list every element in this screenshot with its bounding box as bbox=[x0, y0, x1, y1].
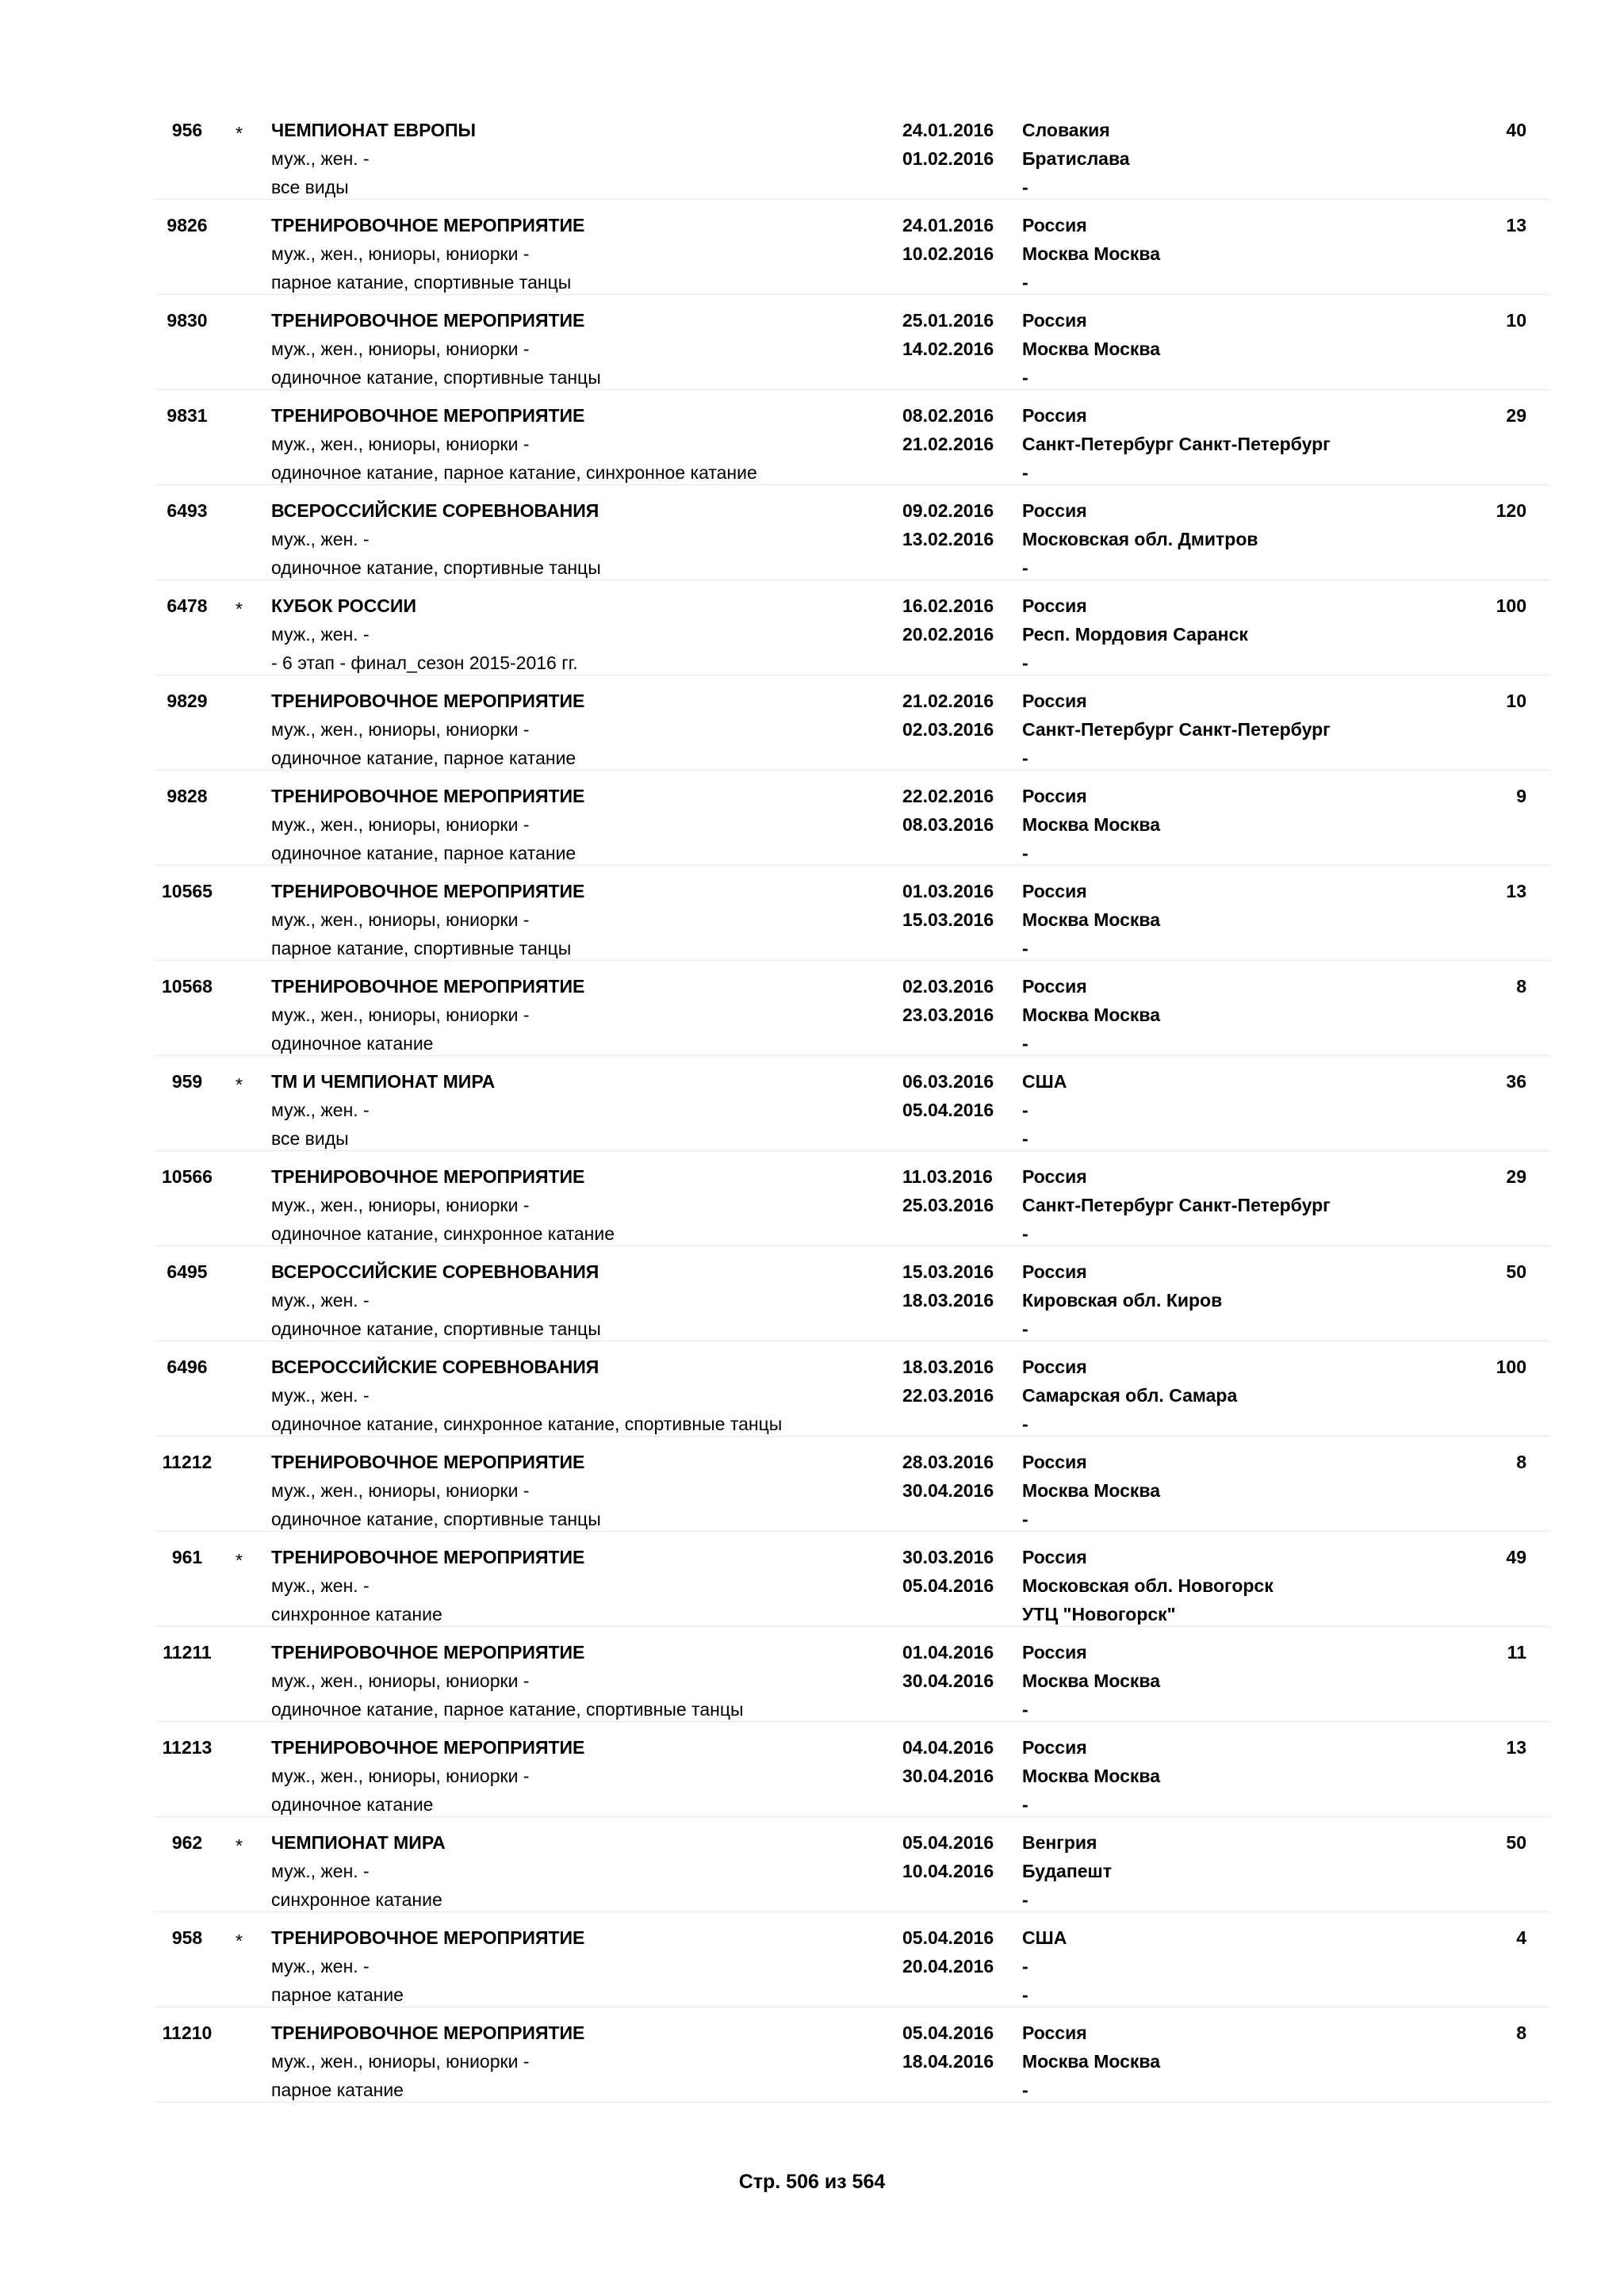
event-country: Словакия bbox=[1022, 120, 1110, 140]
event-venue: УТЦ "Новогорск" bbox=[1022, 1604, 1176, 1624]
event-location: Санкт-Петербург Санкт-Петербург bbox=[1022, 1195, 1331, 1215]
event-title: ТРЕНИРОВОЧНОЕ МЕРОПРИЯТИЕ bbox=[271, 405, 585, 426]
end-date: 08.03.2016 bbox=[902, 814, 994, 835]
start-date: 05.04.2016 bbox=[902, 2022, 994, 2043]
event-country: Россия bbox=[1022, 215, 1087, 235]
event-entry bbox=[155, 961, 1550, 1056]
event-entry bbox=[155, 1151, 1550, 1246]
event-id: 6478 bbox=[167, 595, 208, 616]
event-disciplines: парное катание, спортивные танцы bbox=[271, 938, 572, 959]
end-date: 21.02.2016 bbox=[902, 434, 994, 454]
event-location: Москва Москва bbox=[1022, 1480, 1161, 1501]
event-disciplines: парное катание bbox=[271, 2080, 404, 2100]
participant-count: 50 bbox=[1506, 1832, 1526, 1853]
end-date: 23.03.2016 bbox=[902, 1004, 994, 1025]
event-categories: муж., жен., юниоры, юниорки - bbox=[271, 719, 530, 740]
participant-count: 36 bbox=[1506, 1071, 1526, 1092]
event-location: Кировская обл. Киров bbox=[1022, 1290, 1223, 1311]
start-date: 04.04.2016 bbox=[902, 1737, 994, 1758]
start-date: 01.04.2016 bbox=[902, 1642, 994, 1663]
event-country: Россия bbox=[1022, 595, 1087, 616]
event-categories: муж., жен., юниоры, юниорки - bbox=[271, 1480, 530, 1501]
event-venue: - bbox=[1022, 1414, 1028, 1434]
end-date: 10.04.2016 bbox=[902, 1861, 994, 1881]
event-disciplines: одиночное катание, синхронное катание, спортивные танцы bbox=[271, 1414, 783, 1434]
event-country: Россия bbox=[1022, 1357, 1087, 1377]
start-date: 24.01.2016 bbox=[902, 120, 994, 140]
participant-count: 40 bbox=[1506, 120, 1526, 140]
event-title: ТРЕНИРОВОЧНОЕ МЕРОПРИЯТИЕ bbox=[271, 1547, 585, 1567]
event-country: Россия bbox=[1022, 786, 1087, 806]
event-country: Россия bbox=[1022, 881, 1087, 901]
end-date: 18.03.2016 bbox=[902, 1290, 994, 1311]
start-date: 05.04.2016 bbox=[902, 1832, 994, 1853]
event-location: Будапешт bbox=[1022, 1861, 1112, 1881]
event-country: Россия bbox=[1022, 500, 1087, 521]
start-date: 25.01.2016 bbox=[902, 310, 994, 331]
event-venue: - bbox=[1022, 2080, 1028, 2100]
start-date: 30.03.2016 bbox=[902, 1547, 994, 1567]
event-categories: муж., жен., юниоры, юниорки - bbox=[271, 909, 530, 930]
event-country: Россия bbox=[1022, 405, 1087, 426]
event-entry bbox=[155, 675, 1550, 771]
event-venue: - bbox=[1022, 1223, 1028, 1244]
star-marker: * bbox=[236, 1931, 243, 1951]
start-date: 15.03.2016 bbox=[902, 1261, 994, 1282]
event-id: 11213 bbox=[162, 1737, 213, 1758]
participant-count: 10 bbox=[1506, 691, 1526, 711]
event-entry bbox=[155, 1437, 1550, 1532]
event-id: 9830 bbox=[167, 310, 208, 331]
event-entry bbox=[155, 1912, 1550, 2007]
event-venue: - bbox=[1022, 462, 1028, 483]
event-venue: - bbox=[1022, 177, 1028, 197]
end-date: 25.03.2016 bbox=[902, 1195, 994, 1215]
event-country: Россия bbox=[1022, 1452, 1087, 1472]
event-venue: - bbox=[1022, 1889, 1028, 1910]
event-location: Респ. Мордовия Саранск bbox=[1022, 624, 1248, 645]
event-location: Санкт-Петербург Санкт-Петербург bbox=[1022, 719, 1331, 740]
event-disciplines: одиночное катание, спортивные танцы bbox=[271, 1318, 601, 1339]
event-categories: муж., жен. - bbox=[271, 1575, 370, 1596]
event-id: 958 bbox=[171, 1927, 203, 1948]
event-country: США bbox=[1022, 1071, 1067, 1092]
event-location: - bbox=[1022, 1956, 1028, 1976]
event-id: 962 bbox=[171, 1832, 203, 1853]
start-date: 21.02.2016 bbox=[902, 691, 994, 711]
event-categories: муж., жен., юниоры, юниорки - bbox=[271, 814, 530, 835]
event-country: Россия bbox=[1022, 691, 1087, 711]
event-location: Москва Москва bbox=[1022, 814, 1161, 835]
event-title: ЧЕМПИОНАТ ЕВРОПЫ bbox=[271, 120, 477, 140]
event-id: 11210 bbox=[162, 2022, 213, 2043]
event-location: Москва Москва bbox=[1022, 2051, 1161, 2072]
event-categories: муж., жен. - bbox=[271, 1100, 370, 1120]
event-title: ЧЕМПИОНАТ МИРА bbox=[271, 1832, 446, 1853]
event-title: ТРЕНИРОВОЧНОЕ МЕРОПРИЯТИЕ bbox=[271, 215, 585, 235]
participant-count: 100 bbox=[1496, 595, 1526, 616]
event-location: Москва Москва bbox=[1022, 339, 1161, 359]
event-venue: - bbox=[1022, 748, 1028, 768]
event-categories: муж., жен. - bbox=[271, 1956, 370, 1976]
event-categories: муж., жен., юниоры, юниорки - bbox=[271, 339, 530, 359]
participant-count: 49 bbox=[1506, 1547, 1526, 1567]
end-date: 20.04.2016 bbox=[902, 1956, 994, 1976]
participant-count: 29 bbox=[1506, 405, 1526, 426]
event-location: Москва Москва bbox=[1022, 243, 1161, 264]
event-categories: муж., жен., юниоры, юниорки - bbox=[271, 1766, 530, 1786]
event-venue: - bbox=[1022, 938, 1028, 959]
event-disciplines: одиночное катание, спортивные танцы bbox=[271, 367, 601, 388]
event-disciplines: все виды bbox=[271, 1128, 349, 1149]
event-id: 6493 bbox=[167, 500, 208, 521]
event-venue: - bbox=[1022, 1984, 1028, 2005]
event-categories: муж., жен. - bbox=[271, 1290, 370, 1311]
event-location: Москва Москва bbox=[1022, 1766, 1161, 1786]
event-id: 10566 bbox=[162, 1166, 213, 1187]
event-entry bbox=[155, 105, 1550, 200]
event-location: Москва Москва bbox=[1022, 1004, 1161, 1025]
star-marker: * bbox=[236, 1835, 243, 1856]
end-date: 13.02.2016 bbox=[902, 529, 994, 549]
event-id: 6496 bbox=[167, 1357, 208, 1377]
end-date: 02.03.2016 bbox=[902, 719, 994, 740]
event-title: ТРЕНИРОВОЧНОЕ МЕРОПРИЯТИЕ bbox=[271, 976, 585, 997]
end-date: 01.02.2016 bbox=[902, 148, 994, 169]
event-title: КУБОК РОССИИ bbox=[271, 595, 416, 616]
event-categories: муж., жен. - bbox=[271, 1861, 370, 1881]
event-categories: муж., жен. - bbox=[271, 148, 370, 169]
event-disciplines: парное катание bbox=[271, 1984, 404, 2005]
event-location: Санкт-Петербург Санкт-Петербург bbox=[1022, 434, 1331, 454]
event-id: 9829 bbox=[167, 691, 208, 711]
event-id: 10565 bbox=[162, 881, 213, 901]
event-venue: - bbox=[1022, 1033, 1028, 1054]
event-venue: - bbox=[1022, 557, 1028, 578]
event-location: Московская обл. Новогорск bbox=[1022, 1575, 1274, 1596]
event-id: 9826 bbox=[167, 215, 208, 235]
end-date: 14.02.2016 bbox=[902, 339, 994, 359]
event-title: ВСЕРОССИЙСКИЕ СОРЕВНОВАНИЯ bbox=[271, 500, 599, 521]
event-id: 961 bbox=[171, 1547, 203, 1567]
event-entry bbox=[155, 1817, 1550, 1912]
event-categories: муж., жен. - bbox=[271, 1385, 370, 1406]
event-venue: - bbox=[1022, 1509, 1028, 1529]
event-disciplines: одиночное катание, спортивные танцы bbox=[271, 1509, 601, 1529]
event-categories: муж., жен., юниоры, юниорки - bbox=[271, 434, 530, 454]
event-location: Москва Москва bbox=[1022, 1670, 1161, 1691]
event-entry bbox=[155, 580, 1550, 675]
event-disciplines: одиночное катание, парное катание bbox=[271, 843, 576, 863]
event-country: США bbox=[1022, 1927, 1067, 1948]
event-entry bbox=[155, 1532, 1550, 1627]
event-title: ТРЕНИРОВОЧНОЕ МЕРОПРИЯТИЕ bbox=[271, 691, 585, 711]
event-disciplines: одиночное катание, парное катание, спортивные танцы bbox=[271, 1699, 744, 1720]
event-country: Россия bbox=[1022, 1261, 1087, 1282]
end-date: 30.04.2016 bbox=[902, 1480, 994, 1501]
event-country: Венгрия bbox=[1022, 1832, 1097, 1853]
star-marker: * bbox=[236, 599, 243, 619]
event-disciplines: одиночное катание, синхронное катание bbox=[271, 1223, 615, 1244]
participant-count: 100 bbox=[1496, 1357, 1526, 1377]
event-title: ТРЕНИРОВОЧНОЕ МЕРОПРИЯТИЕ bbox=[271, 2022, 585, 2043]
star-marker: * bbox=[236, 123, 243, 144]
event-location: Москва Москва bbox=[1022, 909, 1161, 930]
participant-count: 4 bbox=[1516, 1927, 1526, 1948]
event-id: 9831 bbox=[167, 405, 208, 426]
participant-count: 13 bbox=[1506, 881, 1526, 901]
start-date: 01.03.2016 bbox=[902, 881, 994, 901]
event-entry bbox=[155, 1341, 1550, 1437]
event-venue: - bbox=[1022, 652, 1028, 673]
participant-count: 8 bbox=[1516, 2022, 1526, 2043]
event-entry bbox=[155, 200, 1550, 295]
participant-count: 10 bbox=[1506, 310, 1526, 331]
start-date: 11.03.2016 bbox=[902, 1166, 993, 1187]
participant-count: 11 bbox=[1507, 1642, 1526, 1663]
event-disciplines: все виды bbox=[271, 177, 349, 197]
event-disciplines: одиночное катание, парное катание bbox=[271, 748, 576, 768]
participant-count: 13 bbox=[1506, 215, 1526, 235]
event-entry bbox=[155, 1056, 1550, 1151]
event-country: Россия bbox=[1022, 976, 1087, 997]
event-country: Россия bbox=[1022, 2022, 1087, 2043]
event-title: ТРЕНИРОВОЧНОЕ МЕРОПРИЯТИЕ bbox=[271, 310, 585, 331]
event-country: Россия bbox=[1022, 1642, 1087, 1663]
event-disciplines: - 6 этап - финал_сезон 2015-2016 гг. bbox=[271, 652, 578, 673]
event-country: Россия bbox=[1022, 1166, 1087, 1187]
end-date: 30.04.2016 bbox=[902, 1766, 994, 1786]
event-location: Братислава bbox=[1022, 148, 1130, 169]
event-id: 959 bbox=[171, 1071, 203, 1092]
participant-count: 8 bbox=[1516, 1452, 1526, 1472]
event-title: ТРЕНИРОВОЧНОЕ МЕРОПРИЯТИЕ bbox=[271, 1737, 585, 1758]
event-venue: - bbox=[1022, 843, 1028, 863]
event-location: Московская обл. Дмитров bbox=[1022, 529, 1258, 549]
participant-count: 13 bbox=[1506, 1737, 1526, 1758]
event-title: ТРЕНИРОВОЧНОЕ МЕРОПРИЯТИЕ bbox=[271, 786, 585, 806]
event-disciplines: одиночное катание bbox=[271, 1033, 434, 1054]
end-date: 05.04.2016 bbox=[902, 1100, 994, 1120]
event-venue: - bbox=[1022, 1794, 1028, 1815]
start-date: 05.04.2016 bbox=[902, 1927, 994, 1948]
event-location: Самарская обл. Самара bbox=[1022, 1385, 1238, 1406]
participant-count: 29 bbox=[1506, 1166, 1526, 1187]
event-country: Россия bbox=[1022, 1737, 1087, 1758]
event-title: ТРЕНИРОВОЧНОЕ МЕРОПРИЯТИЕ bbox=[271, 1642, 585, 1663]
event-venue: - bbox=[1022, 1699, 1028, 1720]
end-date: 05.04.2016 bbox=[902, 1575, 994, 1596]
start-date: 08.02.2016 bbox=[902, 405, 994, 426]
end-date: 15.03.2016 bbox=[902, 909, 994, 930]
star-marker: * bbox=[236, 1074, 243, 1095]
event-title: ТМ И ЧЕМПИОНАТ МИРА bbox=[271, 1071, 496, 1092]
event-title: ТРЕНИРОВОЧНОЕ МЕРОПРИЯТИЕ bbox=[271, 1452, 585, 1472]
event-entry bbox=[155, 390, 1550, 485]
event-entry bbox=[155, 1246, 1550, 1341]
event-entry bbox=[155, 1722, 1550, 1817]
event-entry bbox=[155, 485, 1550, 580]
event-entry bbox=[155, 866, 1550, 961]
event-list bbox=[155, 105, 1550, 2103]
event-id: 9828 bbox=[167, 786, 208, 806]
event-categories: муж., жен., юниоры, юниорки - bbox=[271, 2051, 530, 2072]
event-title: ТРЕНИРОВОЧНОЕ МЕРОПРИЯТИЕ bbox=[271, 1166, 585, 1187]
event-disciplines: парное катание, спортивные танцы bbox=[271, 272, 572, 293]
end-date: 18.04.2016 bbox=[902, 2051, 994, 2072]
event-venue: - bbox=[1022, 367, 1028, 388]
star-marker: * bbox=[236, 1550, 243, 1571]
event-entry bbox=[155, 295, 1550, 390]
event-disciplines: одиночное катание, спортивные танцы bbox=[271, 557, 601, 578]
end-date: 20.02.2016 bbox=[902, 624, 994, 645]
start-date: 24.01.2016 bbox=[902, 215, 994, 235]
page-number: Стр. 506 из 564 bbox=[738, 2171, 886, 2193]
participant-count: 50 bbox=[1506, 1261, 1526, 1282]
participant-count: 120 bbox=[1496, 500, 1526, 521]
event-title: ТРЕНИРОВОЧНОЕ МЕРОПРИЯТИЕ bbox=[271, 881, 585, 901]
event-id: 6495 bbox=[167, 1261, 208, 1282]
start-date: 02.03.2016 bbox=[902, 976, 994, 997]
event-title: ВСЕРОССИЙСКИЕ СОРЕВНОВАНИЯ bbox=[271, 1261, 599, 1282]
event-id: 11212 bbox=[162, 1452, 213, 1472]
start-date: 06.03.2016 bbox=[902, 1071, 994, 1092]
participant-count: 8 bbox=[1516, 976, 1526, 997]
event-country: Россия bbox=[1022, 1547, 1087, 1567]
event-venue: - bbox=[1022, 1318, 1028, 1339]
event-entry bbox=[155, 771, 1550, 866]
event-country: Россия bbox=[1022, 310, 1087, 331]
start-date: 09.02.2016 bbox=[902, 500, 994, 521]
participant-count: 9 bbox=[1516, 786, 1526, 806]
event-categories: муж., жен., юниоры, юниорки - bbox=[271, 1004, 530, 1025]
start-date: 16.02.2016 bbox=[902, 595, 994, 616]
event-id: 10568 bbox=[162, 976, 213, 997]
event-title: ВСЕРОССИЙСКИЕ СОРЕВНОВАНИЯ bbox=[271, 1357, 599, 1377]
event-title: ТРЕНИРОВОЧНОЕ МЕРОПРИЯТИЕ bbox=[271, 1927, 585, 1948]
event-categories: муж., жен., юниоры, юниорки - bbox=[271, 243, 530, 264]
event-categories: муж., жен., юниоры, юниорки - bbox=[271, 1195, 530, 1215]
end-date: 10.02.2016 bbox=[902, 243, 994, 264]
event-categories: муж., жен., юниоры, юниорки - bbox=[271, 1670, 530, 1691]
event-id: 11211 bbox=[163, 1642, 212, 1663]
event-disciplines: синхронное катание bbox=[271, 1889, 442, 1910]
event-entry bbox=[155, 1627, 1550, 1722]
event-location: - bbox=[1022, 1100, 1028, 1120]
event-venue: - bbox=[1022, 1128, 1028, 1149]
end-date: 22.03.2016 bbox=[902, 1385, 994, 1406]
event-disciplines: одиночное катание, парное катание, синхронное катание bbox=[271, 462, 757, 483]
event-disciplines: одиночное катание bbox=[271, 1794, 434, 1815]
event-disciplines: синхронное катание bbox=[271, 1604, 442, 1624]
event-categories: муж., жен. - bbox=[271, 624, 370, 645]
start-date: 22.02.2016 bbox=[902, 786, 994, 806]
end-date: 30.04.2016 bbox=[902, 1670, 994, 1691]
start-date: 28.03.2016 bbox=[902, 1452, 994, 1472]
start-date: 18.03.2016 bbox=[902, 1357, 994, 1377]
event-venue: - bbox=[1022, 272, 1028, 293]
event-entry bbox=[155, 2007, 1550, 2103]
event-id: 956 bbox=[171, 120, 203, 140]
event-categories: муж., жен. - bbox=[271, 529, 370, 549]
